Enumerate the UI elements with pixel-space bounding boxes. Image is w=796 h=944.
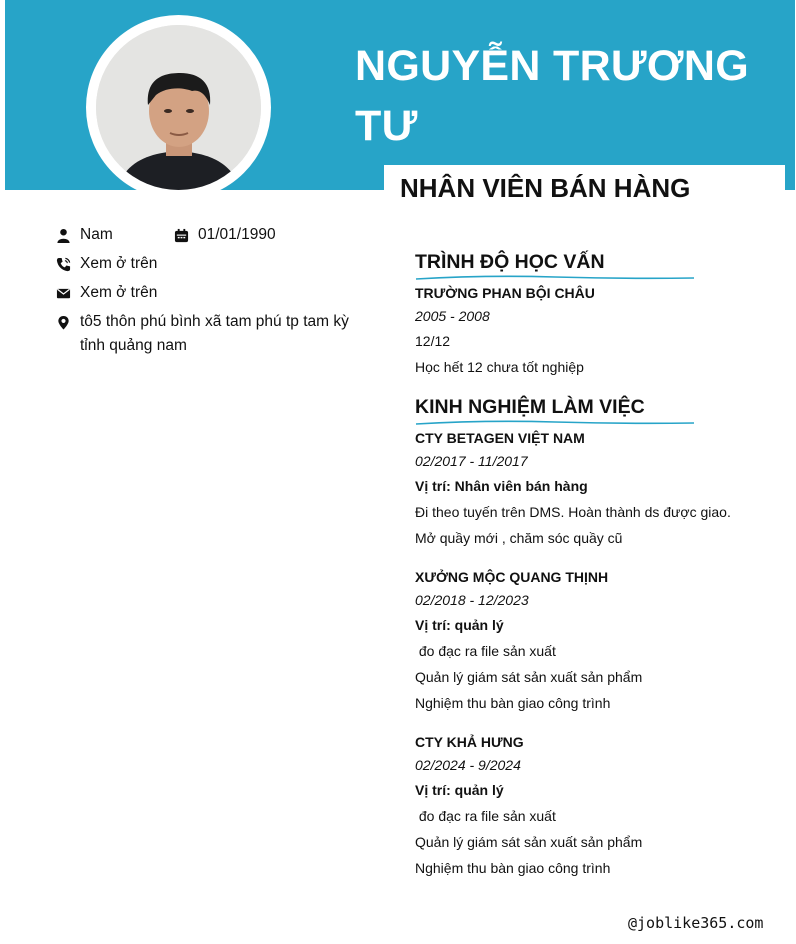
birthdate-value: 01/01/1990 — [198, 226, 276, 243]
job-company: XƯỞNG MỘC QUANG THỊNH — [415, 569, 609, 585]
gender-value: Nam — [80, 226, 113, 243]
calendar-icon — [172, 226, 190, 244]
experience-section-title: KINH NGHIỆM LÀM VIỆC — [415, 396, 645, 418]
email-value: Xem ở trên — [80, 284, 158, 301]
avatar — [96, 25, 261, 190]
job-detail: Quản lý giám sát sản xuất sản phẩm — [415, 834, 643, 850]
job-position: Vị trí: quản lý — [415, 617, 504, 633]
birthdate-row — [172, 225, 276, 245]
envelope-icon — [54, 284, 72, 302]
phone-value: Xem ở trên — [80, 255, 158, 272]
job-detail: đo đạc ra file sản xuất — [415, 808, 556, 824]
address-row — [54, 310, 354, 358]
job-company: CTY KHẢ HƯNG — [415, 734, 524, 750]
job-period: 02/2024 - 9/2024 — [415, 757, 521, 773]
phone-icon — [54, 255, 72, 273]
education-school: TRƯỜNG PHAN BỘI CHÂU — [415, 285, 595, 301]
email-row — [54, 283, 157, 303]
phone-row — [54, 254, 157, 274]
user-icon — [54, 226, 72, 244]
job-position: Vị trí: Nhân viên bán hàng — [415, 478, 588, 494]
job-company: CTY BETAGEN VIỆT NAM — [415, 430, 585, 446]
education-period: 2005 - 2008 — [415, 308, 490, 324]
job-detail: Mở quầy mới , chăm sóc quầy cũ — [415, 530, 623, 546]
candidate-name: NGUYỄN TRƯƠNG TƯ — [355, 42, 749, 150]
profile-photo — [96, 25, 261, 190]
job-title-box — [384, 165, 785, 213]
job-period: 02/2018 - 12/2023 — [415, 592, 529, 608]
job-detail: Đi theo tuyến trên DMS. Hoàn thành ds được giao. — [415, 504, 731, 520]
map-pin-icon — [54, 313, 72, 331]
job-detail: Quản lý giám sát sản xuất sản phẩm — [415, 669, 643, 685]
address-value: tô5 thôn phú bình xã tam phú tp tam kỳ tỉnh quảng nam — [80, 313, 349, 354]
education-degree: 12/12 — [415, 333, 451, 349]
education-underline — [415, 274, 695, 282]
job-period: 02/2017 - 11/2017 — [415, 453, 528, 469]
experience-underline — [415, 419, 695, 427]
education-note: Học hết 12 chưa tốt nghiệp — [415, 359, 584, 375]
education-section-title: TRÌNH ĐỘ HỌC VẤN — [415, 251, 605, 273]
job-detail: đo đạc ra file sản xuất — [415, 643, 556, 659]
watermark: @joblike365.com — [628, 914, 764, 932]
job-title: NHÂN VIÊN BÁN HÀNG — [400, 173, 691, 203]
job-detail: Nghiệm thu bàn giao công trình — [415, 860, 611, 876]
job-position: Vị trí: quản lý — [415, 782, 504, 798]
gender-row — [54, 225, 113, 245]
job-detail: Nghiệm thu bàn giao công trình — [415, 695, 611, 711]
